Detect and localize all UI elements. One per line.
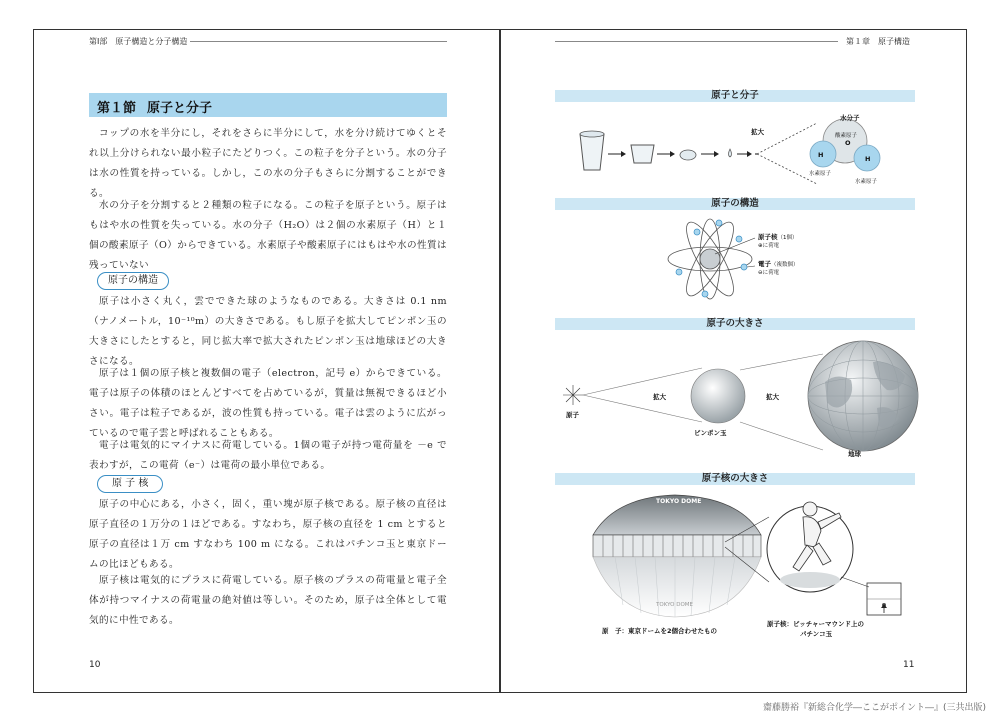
fig2-electron-count: （複数個） <box>771 262 799 268</box>
right-page-number: 11 <box>903 660 915 670</box>
paragraph-6: 原子の中心にある，小さく，固く，重い塊が原子核である。原子核の直径は原子直径の１万分の１ほどである。すなわち，原子核の直径を 1 cm とすると原子の直径は１万 cm すなわち 100 m になる。これはパチンコ玉と東京ドームの比ほどもある。 <box>89 499 447 570</box>
left-running-head: 第Ⅰ部 原子構造と分子構造 <box>89 37 188 46</box>
subhead-atom-structure: 原子の構造 <box>97 272 169 290</box>
paragraph-4: 原子は１個の原子核と複数個の電子（electron，記号 e）からできている。電子は原子の体積のほとんどすべてを占めているが，質量は無視できるほど小さい。電子は粒子であるが，波の性質も持っている。電子は雲のように広がっているので電子雲と呼ばれることもある。 <box>89 368 447 439</box>
fig3-atom-label: 原子 <box>566 411 579 419</box>
fig-atom-size-drawing <box>555 332 915 462</box>
fig1-water-molecule-label: 水分子 <box>840 114 860 122</box>
fig3-kakudai-label-1: 拡大 <box>653 393 666 401</box>
fig2-electron-charge: ⊖に荷電 <box>758 270 780 276</box>
fig4-nucleus-caption-1: 原子核：ピッチャーマウンド上の <box>767 620 865 628</box>
right-running-head: 第１章 原子構造 <box>846 37 910 46</box>
fig4-dome-sign: TOKYO DOME <box>656 498 702 505</box>
paragraph-3: 原子は小さく丸く，雲でできた球のようなものである。大きさは 0.1 nm（ナノメートル，10⁻¹⁰m）の大きさである。もし原子を拡大してピンポン玉の大きさにしたとすると，同じ拡大率で拡大されたピンポン玉は地球ほどの大きさになる。 <box>89 296 447 367</box>
book-gutter <box>499 29 501 693</box>
fig2-electron-label <box>758 259 799 268</box>
fig1-o-symbol: O <box>845 139 851 147</box>
fig1-oxygen-atom-label: 酸素原子 <box>835 133 858 139</box>
paragraph-1: コップの水を半分にし，それをさらに半分にして，水を分け続けてゆくとそれ以上分けられない最小粒子にたどりつく。この粒子を分子という。水の分子は水の性質を持っている。しかし，この水の分子もさらに分割することができる。 <box>89 128 447 199</box>
fig2-electron-text: 電子 <box>758 260 771 268</box>
left-page-number: 10 <box>89 660 101 670</box>
fig4-atom-caption: 原 子：東京ドームを2個合わせたもの <box>602 627 718 635</box>
section-number: 第１節 <box>97 101 137 116</box>
paragraph-7: 原子核は電気的にプラスに荷電している。原子核のプラスの荷電量と電子全体が持つマイナスの荷電量の絶対値は等しい。そのため，原子は全体として電気的に中性である。 <box>89 575 447 626</box>
fig-nucleus-size-drawing <box>555 487 915 627</box>
fig3-earth-label: 地球 <box>848 450 861 458</box>
source-credit: 齋藤勝裕『新総合化学―ここがポイント―』(三共出版) <box>762 703 986 713</box>
section-title: 原子と分子 <box>147 101 213 116</box>
fig2-nucleus-charge: ⊕に荷電 <box>758 243 780 249</box>
fig-atom-structure-title: 原子の構造 <box>555 198 915 210</box>
paragraph-2: 水の分子を分割すると２種類の粒子になる。この粒子を原子という。原子はもはや水の性質を失っている。水の分子（H₂O）は２個の水素原子（H）と１個の酸素原子（O）からできている。水素原子や酸素原子にはもはや水の性質は残っていない <box>89 200 447 271</box>
fig-atom-molecule-title: 原子と分子 <box>555 90 915 102</box>
fig1-h-symbol-left: H <box>818 151 824 159</box>
section-heading-bar <box>89 93 447 117</box>
fig2-nucleus-count: （1個） <box>777 235 798 241</box>
subhead-nucleus: 原 子 核 <box>97 475 163 493</box>
paragraph-5: 電子は電気的にマイナスに荷電している。1個の電子が持つ電荷量を －e で表わすが，この電荷（e⁻）は電荷の最小単位である。 <box>89 440 447 471</box>
fig1-hydrogen-atom-label-right: 水素原子 <box>855 179 878 185</box>
fig3-pingpong-label: ピンポン玉 <box>694 429 727 437</box>
fig4-nucleus-caption-2: パチンコ玉 <box>800 630 833 638</box>
fig1-kakudai-label: 拡大 <box>751 128 764 136</box>
right-running-rule <box>555 41 838 42</box>
fig4-dome-reflection: TOKYO DOME <box>656 602 694 608</box>
fig-atom-size-title: 原子の大きさ <box>555 318 915 330</box>
left-running-rule <box>190 41 447 42</box>
fig2-nucleus-label <box>758 232 798 241</box>
fig1-h-symbol-right: H <box>865 155 871 163</box>
fig1-hydrogen-atom-label-left: 水素原子 <box>809 171 832 177</box>
fig3-kakudai-label-2: 拡大 <box>766 393 779 401</box>
fig-nucleus-size-title: 原子核の大きさ <box>555 473 915 485</box>
fig2-nucleus-text: 原子核 <box>758 233 778 241</box>
fig-atom-structure-drawing <box>655 214 765 304</box>
